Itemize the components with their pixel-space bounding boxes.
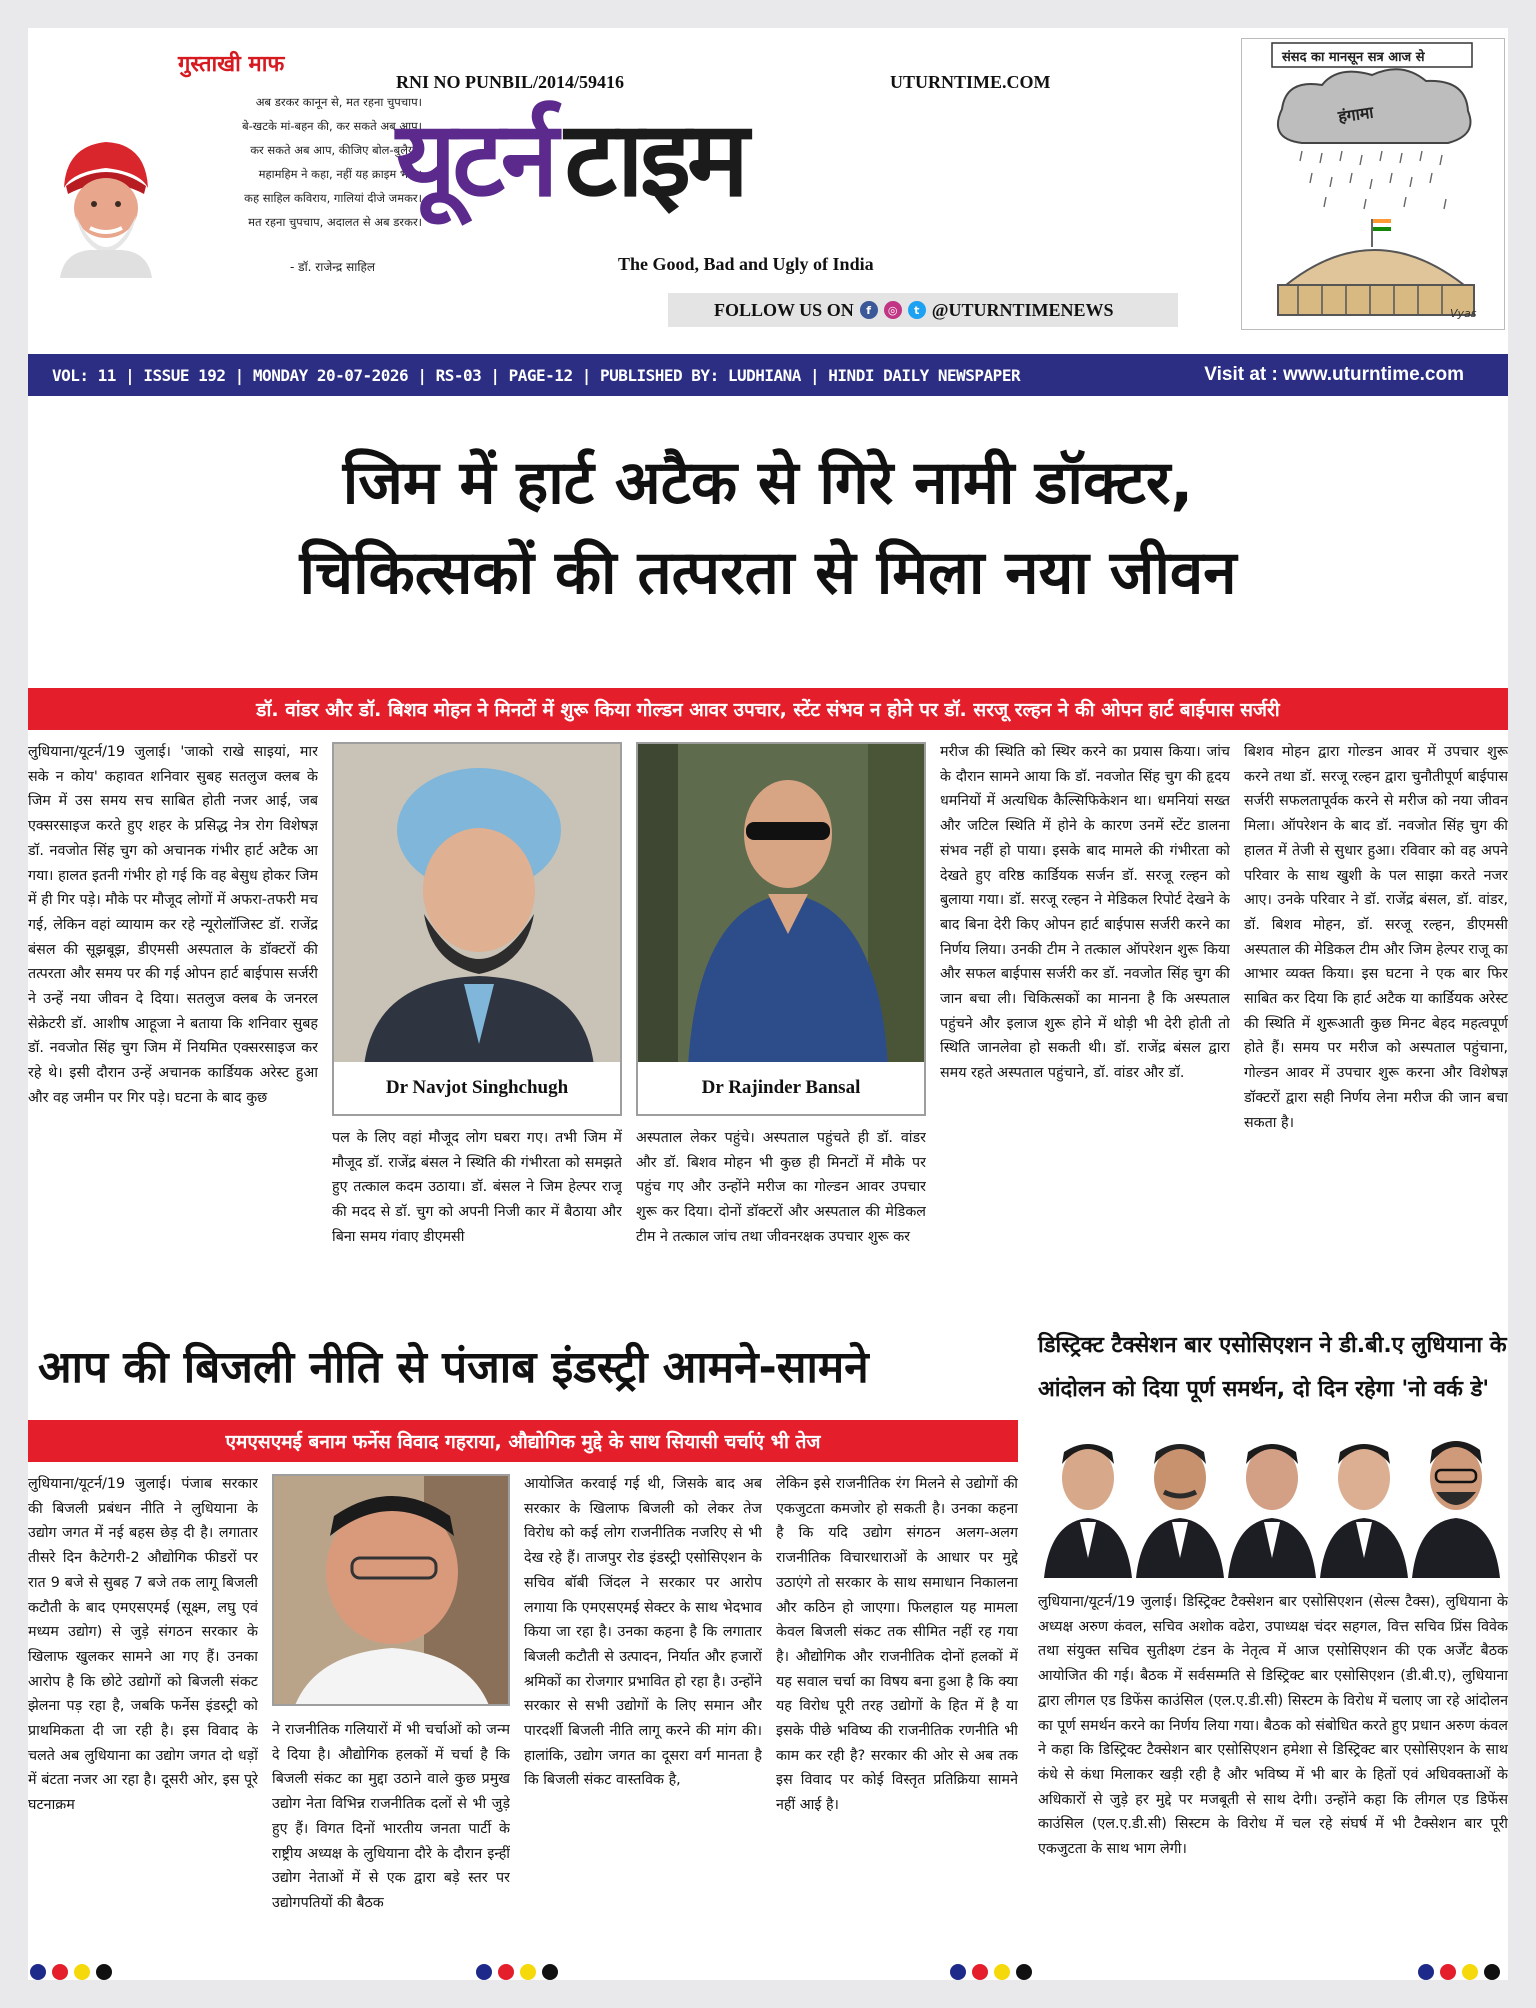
registration-dot [1016, 1964, 1032, 1980]
story2-column-1 [28, 1472, 258, 1958]
main-story-column-3 [636, 1126, 926, 1302]
story-paragraph: ने राजनीतिक गलियारों में भी चर्चाओं को जन्म दे दिया है। औद्योगिक हलकों में चर्चा है कि बिजली संकट का मुद्दा उठाने वाले कुछ प्रमुख उद्योग नेता विभिन्न राजनीतिक दलों से भी जुड़े हुए हैं। विगत दिनों भारतीय जनता पार्टी के राष्ट्रीय अध्यक्ष के लुधियाना दौरे के दौरान इन्हीं उद्योग नेताओं में से एक द्वारा बड़े स्तर पर उद्योगपतियों की बैठक [272, 1722, 510, 1911]
story3-headline-line1: डिस्ट्रिक्ट टैक्सेशन बार एसोसिएशन ने डी.बी.ए लुधियाना के [1038, 1333, 1507, 1358]
registration-dot [972, 1964, 988, 1980]
story2-headline: आप की बिजली नीति से पंजाब इंडस्ट्री आमने-सामने [38, 1342, 869, 1393]
portrait-photo [334, 744, 622, 1066]
registration-marks [28, 1964, 1508, 1980]
twitter-icon[interactable]: t [908, 301, 926, 319]
story2-column-2 [272, 1718, 510, 1958]
main-story-column-5 [1244, 740, 1508, 1300]
visit-website-link[interactable]: Visit at : www.uturntime.com [1204, 364, 1464, 385]
face-1 [1044, 1444, 1132, 1578]
newspaper-logo[interactable] [396, 94, 1186, 224]
registration-dot [1418, 1964, 1434, 1980]
face-2 [1136, 1444, 1224, 1578]
follow-bar [668, 293, 1178, 327]
photo-dr-navjot [332, 742, 622, 1116]
poem-lines [142, 90, 422, 234]
poem-line: मत रहना चुपचाप, अदालत से अब डरकर। [248, 215, 422, 229]
poem-line: महामहिम ने कहा, नहीं यह क्राइम भैया। [258, 167, 422, 181]
face-5 [1412, 1441, 1500, 1578]
poem-column [50, 48, 420, 293]
main-headline-line1: जिम में हार्ट अटैक से गिरे नामी डॉक्टर, [342, 448, 1194, 518]
photo-dr-rajinder [636, 742, 926, 1116]
story-paragraph: लुधियाना/यूटर्न/19 जुलाई। डिस्ट्रिक्ट टैक्सेशन बार एसोसिएशन (सेल्स टैक्स), लुधियाना के अध्यक्ष अरुण कंवल, सचिव अशोक वढेरा, उपाध्यक्ष चंदर सहगल, वित्त सचिव प्रिंस विवेक तथा संयुक्त सचिव सुतीक्ष्ण टंडन के नेतृत्व में आज एसोसिएशन की एक अर्जेंट बैठक आयोजित की गई। बैठक में सर्वसम्मति से डिस्ट्रिक्ट बार एसोसिएशन (डी.बी.ए), लुधियाना द्वारा लीगल एड डिफेंस काउंसिल (एल.ए.डी.सी) सिस्टम के विरोध में चलाए जा रहे आंदोलन का पूर्ण समर्थन करने का निर्णय लिया गया। बैठक को संबोधित करते हुए प्रधान अरुण कंवल ने कहा कि डिस्ट्रिक्ट टैक्सेशन बार एसोसिएशन हमेशा से डिस्ट्रिक्ट बार एसोसिएशन के साथ कंधे से कंधा मिलाकर खड़ी रही है और भविष्य में भी बार के हितों एवं अधिवक्ताओं के अधिकारों से जुड़े हर मुद्दे पर मजबूती से साथ देगी। उन्होंने कहा कि लीगल एड डिफेंस काउंसिल (एल.ए.डी.सी) सिस्टम के विरोध में चल रहे संघर्ष में भी टैक्सेशन बार पूरी एकजुटता के साथ भाग लेगी। [1038, 1594, 1508, 1858]
registration-dot [1440, 1964, 1456, 1980]
story3-body [1038, 1590, 1508, 1958]
main-story-column-2 [332, 1126, 622, 1302]
story-paragraph: लुधियाना/यूटर्न/19 जुलाई। 'जाको राखे साइयां, मार सके न कोय' कहावत शनिवार सुबह सतलुज क्लब के जिम में उस समय सच साबित होती नजर आई, जब एक्सरसाइज करते हुए शहर के प्रसिद्ध नेत्र रोग विशेषज्ञ डॉ. नवजोत सिंह चुग को अचानक गंभीर हार्ट अटैक आ गया। हालत इतनी गंभीर हो गई कि वह बेसुध होकर जिम में ही गिर पड़े। मौके पर मौजूद लोगों में अफरा-तफरी मच गई, लेकिन वहां व्यायाम कर रहे न्यूरोलॉजिस्ट डॉ. राजेंद्र बंसल की सूझबूझ, डीएमसी अस्पताल के डॉक्टरों की तत्परता और समय पर की गई ओपन हार्ट बाईपास सर्जरी ने उन्हें नया जीवन दे दिया। सतलुज क्लब के जनरल सेक्रेटरी डॉ. आशीष आहूजा ने बताया कि शनिवार सुबह डॉ. नवजोत सिंह चुग जिम में नियमित एक्सरसाइज कर रहे थे। इसी दौरान उन्हें अचानक कार्डियक अरेस्ट हुआ और वह जमीन पर गिर पड़े। घटना के बाद कुछ [28, 744, 318, 1106]
story-paragraph: बिशव मोहन द्वारा गोल्डन आवर में उपचार शुरू करने तथा डॉ. सरजू रल्हन द्वारा चुनौतीपूर्ण बाईपास सर्जरी सफलतापूर्वक करने से मरीज को नया जीवन मिला। ऑपरेशन के बाद डॉ. नवजोत सिंह चुग की हालत में तेजी से सुधार हुआ। रविवार को वह अपने परिवार के साथ खुशी के पल साझा करते नजर आए। उनके परिवार ने डॉ. राजेंद्र बंसल, डॉ. वांडर, डॉ. बिशव मोहन, डॉ. सरजू रल्हन, डीएमसी अस्पताल की मेडिकल टीम और जिम हेल्पर राजू का आभार व्यक्त किया। इस घटना ने एक बार फिर साबित कर दिया कि हार्ट अटैक या कार्डियक अरेस्ट की स्थिति में शुरूआती कुछ मिनट बेहद महत्वपूर्ण होते हैं। समय पर मरीज को अस्पताल पहुंचाना, गोल्डन आवर में उपचार शुरू करना और विशेषज्ञ डॉक्टरों द्वारा सही निर्णय लेना मरीज की जान बचा सकता है। [1244, 744, 1508, 1131]
poem-title: गुस्ताखी माफ [178, 52, 285, 77]
photo-caption: Dr Rajinder Bansal [638, 1062, 924, 1114]
issue-info-bar [28, 354, 1508, 396]
registration-dot [520, 1964, 536, 1980]
newspaper-page [28, 28, 1508, 1980]
poem-author: - डॉ. राजेन्द्र साहिल [290, 260, 375, 274]
registration-dot [476, 1964, 492, 1980]
issue-details: VOL: 11 | ISSUE 192 | MONDAY 20-07-2026 | RS-03 | PAGE-12 | PUBLISHED BY: LUDHIANA | HINDI DAILY NEWSPAPER [52, 365, 1021, 385]
rni-number: RNI NO PUNBIL/2014/59416 [396, 72, 625, 92]
main-story-column-1 [28, 740, 318, 1300]
registration-dot [1484, 1964, 1500, 1980]
registration-dot [1462, 1964, 1478, 1980]
cartoon-cloud-text: हंगामा [1336, 102, 1375, 127]
registration-dot [96, 1964, 112, 1980]
registration-dot [74, 1964, 90, 1980]
photo-caption: Dr Navjot Singhchugh [334, 1062, 620, 1114]
portrait-photo [274, 1476, 510, 1706]
registration-dot [994, 1964, 1010, 1980]
registration-dot [950, 1964, 966, 1980]
photo-industry-leader [272, 1474, 510, 1706]
story-paragraph: मरीज की स्थिति को स्थिर करने का प्रयास किया। जांच के दौरान सामने आया कि डॉ. नवजोत सिंह चुग की हृदय धमनियों में अत्यधिक कैल्सिफिकेशन था। धमनियां सख्त और जटिल स्थिति में होने के कारण उनमें स्टेंट डालना संभव नहीं हो पाया। इसके बाद मामले की गंभीरता को देखते हुए वरिष्ठ कार्डियक सर्जन डॉ. सरजू रल्हन को बुलाया गया। डॉ. सरजू रल्हन ने मेडिकल रिपोर्ट देखने के बाद बिना देरी किए ओपन हार्ट बाईपास सर्जरी करने का निर्णय लिया। उनकी टीम ने तत्काल ऑपरेशन शुरू किया और सफल बाईपास सर्जरी कर डॉ. नवजोत सिंह चुग की जान बचा ली। चिकित्सकों का मानना है कि अस्पताल पहुंचने और इलाज शुरू होने में थोड़ी भी देरी होती तो स्थिति जानलेवा हो सकती थी। डॉ. राजेंद्र बंसल द्वारा समय रहते अस्पताल पहुंचाने, डॉ. वांडर और डॉ. [940, 744, 1230, 1082]
social-handle[interactable]: @UTURNTIMENEWS [931, 299, 1114, 320]
website-link-top[interactable]: UTURNTIME.COM [890, 72, 1051, 92]
cartoon-drawing [1242, 39, 1505, 330]
registration-dot [52, 1964, 68, 1980]
story3-headline [1038, 1324, 1508, 1412]
editorial-cartoon [1241, 38, 1505, 330]
story-paragraph: पल के लिए वहां मौजूद लोग घबरा गए। तभी जिम में मौजूद डॉ. राजेंद्र बंसल ने स्थिति की गंभीरता को समझते हुए तत्काल कदम उठाया। डॉ. बंसल ने जिम हेल्पर राजू की मदद से डॉ. चुग को अपनी निजी कार में बैठाया और बिना समय गंवाए डीएमसी [332, 1130, 622, 1245]
story-paragraph: लुधियाना/यूटर्न/19 जुलाई। पंजाब सरकार की बिजली प्रबंधन नीति ने लुधियाना के उद्योग जगत में नई बहस छेड़ दी है। लगातार तीसरे दिन कैटेगरी-2 औद्योगिक फीडरों पर रात 9 बजे से सुबह 7 बजे तक लागू बिजली कटौती के बाद एमएसएमई (सूक्ष्म, लघु एवं मध्यम उद्योग) से जुड़े संगठन सरकार के खिलाफ खुलकर सामने आ गए हैं। उनका आरोप है कि छोटे उद्योगों को बिजली संकट झेलना पड़ रहा है, जबकि फर्नेस इंडस्ट्री को प्राथमिकता दी जा रही है। इस विवाद के चलते अब लुधियाना का उद्योग जगत दो धड़ों में बंटता नजर आ रहा है। दूसरी ओर, इस पूरे घटनाक्रम [28, 1476, 258, 1814]
portrait-photo [638, 744, 926, 1066]
cartoonist-signature: Vyas [1450, 307, 1477, 320]
registration-dot [30, 1964, 46, 1980]
story2-column-3 [524, 1472, 762, 1958]
main-subheadline: डॉ. वांडर और डॉ. बिशव मोहन ने मिनटों में शुरू किया गोल्डन आवर उपचार, स्टेंट संभव न होने पर डॉ. सरजू रल्हन ने की ओपन हार्ट बाईपास सर्जरी [28, 688, 1508, 730]
poem-line: बे-खटके मां-बहन की, कर सकते अब आप। [242, 119, 422, 133]
office-bearers-faces [1038, 1430, 1508, 1578]
office-bearers-photo [1038, 1430, 1508, 1578]
tagline: The Good, Bad and Ugly of India [618, 254, 874, 274]
main-headline-line2: चिकित्सकों की तत्परता से मिला नया जीवन [299, 538, 1237, 608]
follow-label: FOLLOW US ON [714, 299, 854, 320]
facebook-icon[interactable]: f [860, 301, 878, 319]
story2-subheadline: एमएसएमई बनाम फर्नेस विवाद गहराया, औद्योगिक मुद्दे के साथ सियासी चर्चाएं भी तेज [28, 1420, 1018, 1462]
logo-word-uturn: यूटर्न [396, 98, 555, 220]
poem-line: अब डरकर कानून से, मत रहना चुपचाप। [255, 95, 422, 109]
cartoon-caption: संसद का मानसून सत्र आज से [1282, 50, 1425, 65]
face-3 [1228, 1444, 1316, 1578]
face-4 [1320, 1444, 1408, 1578]
story3-headline-line2: आंदोलन को दिया पूर्ण समर्थन, दो दिन रहेगा 'नो वर्क डे' [1038, 1377, 1490, 1402]
main-story-column-4 [940, 740, 1230, 1300]
instagram-icon[interactable]: ◎ [884, 301, 902, 319]
story-paragraph: आयोजित करवाई गई थी, जिसके बाद अब सरकार के खिलाफ बिजली को लेकर तेज विरोध को कई लोग राजनीतिक नजरिए से भी देख रहे हैं। ताजपुर रोड इंडस्ट्री एसोसिएशन के सचिव बॉबी जिंदल ने सरकार पर आरोप लगाया कि एमएसएमई सेक्टर के साथ भेदभाव किया जा रहा है। उनका कहना है कि लगातार बिजली कटौती से उत्पादन, निर्यात और हजारों श्रमिकों का रोजगार प्रभावित हो रहा है। उन्होंने सरकार से सभी उद्योगों के लिए समान और पारदर्शी बिजली नीति लागू करने की मांग की। हालांकि, उद्योग जगत का दूसरा वर्ग मानता है कि बिजली संकट वास्तविक है, [524, 1476, 762, 1789]
logo-word-time: टाइम [564, 98, 746, 220]
story-paragraph: लेकिन इसे राजनीतिक रंग मिलने से उद्योगों की एकजुटता कमजोर हो सकती है। उनका कहना है कि यदि उद्योग संगठन अलग-अलग राजनीतिक विचारधाराओं के आधार पर मुद्दे उठाएंगे तो सरकार के साथ समाधान निकालना और कठिन हो जाएगा। फिलहाल यह मामला केवल बिजली संकट तक सीमित नहीं रह गया है। औद्योगिक और राजनीतिक दोनों हलकों में यह सवाल चर्चा का विषय बना हुआ है कि क्या यह विरोध पूरी तरह उद्योगों के हित में है या इसके पीछे भविष्य की राजनीतिक रणनीति भी काम कर रही है? सरकार की ओर से अब तक इस विवाद पर कोई विस्तृत प्रतिक्रिया सामने नहीं आई है। [776, 1476, 1018, 1814]
poem-line: कर सकते अब आप, कीजिए बोल-बुलैया। [250, 143, 422, 157]
story-paragraph: अस्पताल लेकर पहुंचे। अस्पताल पहुंचते ही डॉ. वांडर और डॉ. बिशव मोहन भी कुछ ही मिनटों में मौके पर पहुंच गए और उन्होंने मरीज का गोल्डन आवर उपचार शुरू कर दिया। दोनों डॉक्टरों और अस्पताल की मेडिकल टीम ने तत्काल जांच तथा जीवनरक्षक उपचार शुरू कर [636, 1130, 926, 1245]
registration-dot [498, 1964, 514, 1980]
registration-dot [542, 1964, 558, 1980]
main-headline [28, 438, 1508, 618]
story2-column-4 [776, 1472, 1018, 1958]
poem-line: कह साहिल कविराय, गालियां दीजे जमकर। [244, 191, 422, 205]
